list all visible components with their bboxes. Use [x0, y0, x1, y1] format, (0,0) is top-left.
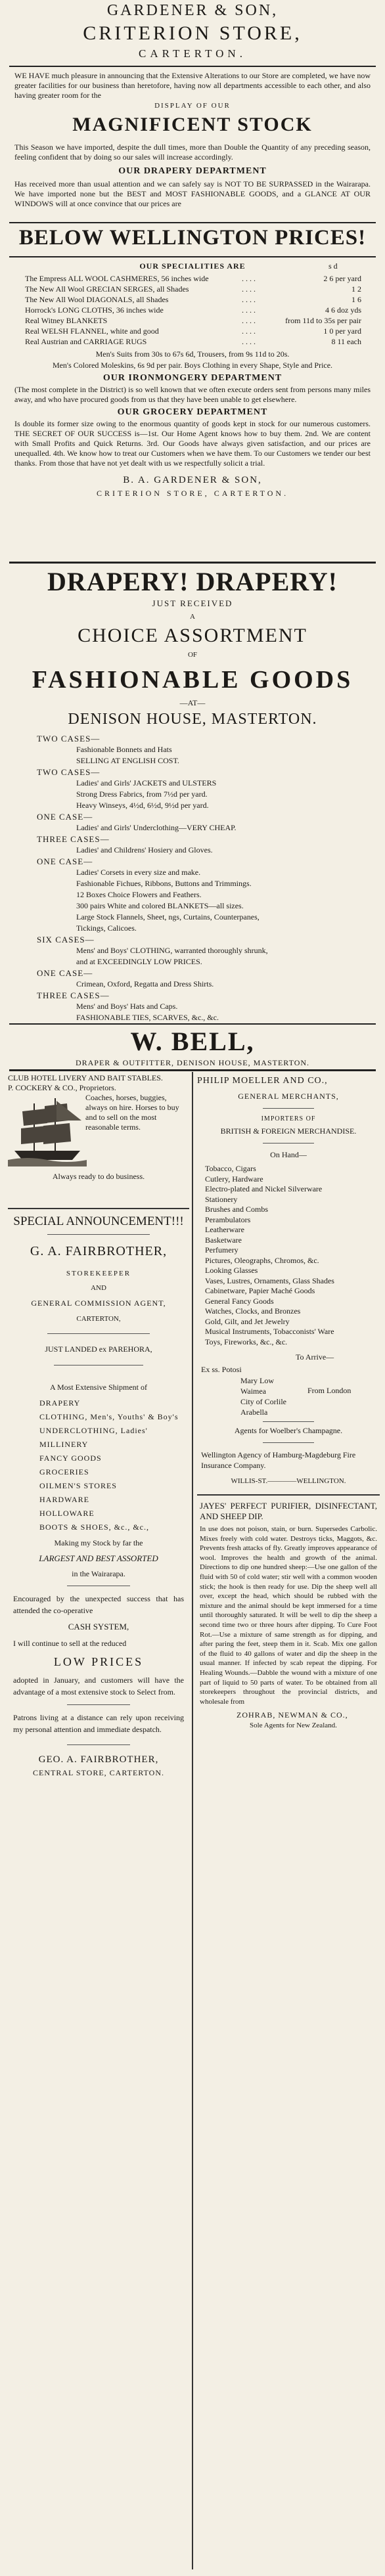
moeller-goods-item: Perambulators — [205, 1214, 251, 1224]
fair-storekeeper: STOREKEEPER — [66, 1270, 131, 1277]
speciality-item: Horrock's LONG CLOTHS, 36 inches wide . . . . 4 6 doz yds — [25, 305, 361, 315]
divider — [9, 222, 376, 223]
bell-case-line: and at EXCEEDINGLY LOW PRICES. — [76, 957, 202, 966]
moeller-agency: Wellington Agency of Hamburg-Magdeburg Fire Insurance Company. — [201, 1450, 356, 1470]
fair-landed: JUST LANDED ex PAREHORA, — [45, 1344, 152, 1354]
fair-wair: in the Wairarapa. — [72, 1569, 125, 1578]
fair-most: A Most Extensive Shipment of — [50, 1383, 147, 1392]
right-column — [197, 1073, 380, 1729]
speciality-price: 4 6 doz yds — [325, 305, 361, 315]
bell-case-line: SELLING AT ENGLISH COST. — [76, 756, 179, 765]
bell-case-line: Mens' and Boys' CLOTHING, warranted thoroughly shrunk, — [76, 946, 268, 955]
fair-town: CARTERTON, — [76, 1315, 121, 1323]
speciality-name: Horrock's LONG CLOTHS, 36 inches wide — [25, 305, 164, 315]
fair-cash: CASH SYSTEM, — [68, 1622, 129, 1632]
moeller-goods-item: Tobacco, Cigars — [205, 1164, 256, 1173]
bell-case-line: Ladies' Corsets in every size and make. — [76, 868, 201, 877]
bell-case-line: ONE CASE— — [37, 856, 93, 866]
speciality-price: 8 11 each — [331, 337, 361, 346]
grocery-dept-text: Is double its former size owing to the enormous quantity of goods kept in stock for our numerous customers. THE SECRET OF OUR SUCCESS is—1st. Our Home Agent knows how to buy them. 2nd. We are content with Small Profits and Quick Returns. 3rd. Our Goods have always given satisfaction, and our prices are unequalled. 4th. We know how to treat our Customers when we have them. To our Customers we tender our best thanks. From those that have not yet dealt with us we respectfully solicit a trial. — [14, 419, 371, 468]
bell-case-line: 300 pairs White and colored BLANKETS—all sizes. — [76, 901, 244, 910]
jaye-text: In use does not poison, stain, or burn. Supersedes Carbolic. Mixes freely with cold water. Destroys ticks, Maggots, &c. Prevents fresh attacks of fly. Greatly improves appearance of wool. Improves the health and growth of the animal. Directions to dip one hundred sheep:—Use one gallon of the fluid with 50 of cold water; stir well with a common wooden stick; the hook is then ready for use. Dip the sheep well all over, except the head, which should be rubbed with the mixture and the animal should be kept immersed for a time until thoroughly saturated. It will be well to dip the sheep a second time two or three hours after dipping. To Cure Foot Rot.—Use a mixture of same strength as for dipping, and after paring the feet, steep them in it. Scab. Mix one gallon of the fluid to 40 gallons of water and dip the sheep in the usual manner. If infected by scab repeat the dipping. For Healing Wounds.—Dabble the wound with a mixture of one part of liquid to 50 parts of water. To be obtained from all storekeepers throughout the provincial districts, and wholesale from — [200, 1525, 377, 1706]
fair-goods-item: HOLLOWARE — [39, 1509, 95, 1518]
bell-case-line: Heavy Winseys, 4½d, 6½d, 9½d per yard. — [76, 801, 209, 810]
speciality-item: Real Austrian and CARRIAGE RUGS . . . . 8 11 each — [25, 337, 361, 346]
divider — [9, 1069, 376, 1071]
divider — [8, 1208, 189, 1209]
divider — [9, 66, 376, 67]
bell-case-line: Fashionable Fichues, Ribbons, Buttons and Trimmings. — [76, 879, 252, 888]
fair-agent: GENERAL COMMISSION AGENT, — [31, 1299, 166, 1308]
moeller-goods-item: Perfumery — [205, 1245, 238, 1255]
speciality-price: 1 6 — [351, 295, 361, 304]
fair-goods-item: HARDWARE — [39, 1495, 89, 1504]
bell-case-line: THREE CASES— — [37, 834, 110, 844]
jaye-title: JAYES' PERFECT PURIFIER, DISINFECTANT, AND SHEEP DIP. — [200, 1501, 377, 1521]
moeller-name: PHILIP MOELLER AND CO., — [197, 1076, 328, 1086]
bell-case-line: SIX CASES— — [37, 935, 95, 944]
ship-name: Arabella — [240, 1408, 268, 1417]
club-proprietors: P. COCKERY & CO., Proprietors. — [8, 1083, 116, 1092]
gardener-town: CARTERTON. — [139, 47, 246, 60]
iron-dept-text: (The most complete in the District) is so well known that we often execute orders sent from persons many miles away, and who have procured goods from us that they have been unable to get elsewhere. — [14, 385, 371, 404]
gardener-intro: WE HAVE much pleasure in announcing that the Extensive Alterations to our Store are completed, we have now greater facilities for our business than heretofore, having now all departments accessible to each other, and also having greater room for the — [14, 71, 371, 100]
moeller-agents: Agents for Woelber's Champagne. — [234, 1426, 343, 1435]
gardener-sign2: CRITERION STORE, CARTERTON. — [96, 489, 289, 498]
bell-case-line: ONE CASE— — [37, 968, 93, 978]
speciality-item: The New All Wool DIAGONALS, all Shades . . . . 1 6 — [25, 295, 361, 304]
bell-name: W. BELL, — [130, 1027, 255, 1056]
speciality-price: 1 2 — [351, 284, 361, 294]
speciality-name: Real WELSH FLANNEL, white and good — [25, 326, 159, 336]
moeller-onhand: On Hand— — [270, 1150, 307, 1159]
jaye-sign: ZOHRAB, NEWMAN & CO., — [237, 1710, 348, 1720]
speciality-name: Real Witney BLANKETS — [25, 316, 108, 325]
moeller-goods-item: Stationery — [205, 1194, 238, 1204]
moeller-goods-item: Looking Glasses — [205, 1266, 258, 1275]
gardener-display: DISPLAY OF OUR — [154, 102, 231, 110]
moeller-goods-item: Electro-plated and Nickel Silverware — [205, 1184, 323, 1193]
jaye-sole: Sole Agents for New Zealand. — [250, 1721, 337, 1730]
fair-goods-item: UNDERCLOTHING, Ladies' — [39, 1426, 148, 1435]
fair-largest: LARGEST AND BEST ASSORTED — [39, 1553, 158, 1563]
bell-denison: DENISON HOUSE, MASTERTON. — [68, 711, 317, 728]
bell-case-line: TWO CASES— — [37, 734, 101, 744]
moeller-goods-list — [205, 1164, 380, 1347]
bell-choice: CHOICE ASSORTMENT — [78, 625, 307, 646]
club-text: Coaches, horses, buggies, always on hire. Horses to buy and to sell on the most reasonable terms. — [85, 1093, 179, 1132]
ship-name: Mary Low — [240, 1376, 274, 1385]
speciality-item: Real WELSH FLANNEL, white and good . . . . 1 0 per yard — [25, 326, 361, 336]
fair-goods-item: OILMEN'S STORES — [39, 1481, 117, 1490]
divider — [197, 1494, 380, 1496]
moeller-brit: BRITISH & FOREIGN MERCHANDISE. — [220, 1126, 357, 1136]
moleskins: Men's Colored Moleskins, 6s 9d per pair. Boys Clothing in every Shape, Style and Price. — [52, 361, 333, 370]
bell-case-line: Ladies' and Girls' Underclothing—VERY CHEAP. — [76, 823, 237, 832]
bell-case-line: THREE CASES— — [37, 990, 110, 1000]
bell-case-line: FASHIONABLE TIES, SCARVES, &c., &c. — [76, 1013, 219, 1022]
bell-at: —AT— — [179, 698, 206, 707]
moeller-goods-item: Musical Instruments, Tobacconists' Ware — [205, 1327, 334, 1336]
speciality-item: The Empress ALL WOOL CASHMERES, 56 inches wide . . . . 2 6 per yard — [25, 274, 361, 283]
fair-and: AND — [91, 1284, 106, 1292]
bell-case-line: TWO CASES— — [37, 767, 101, 777]
moeller-goods-item: Watches, Clocks, and Bronzes — [205, 1306, 301, 1316]
bell-ad — [0, 566, 385, 728]
gardener-name: GARDENER & SON, — [106, 2, 279, 19]
moeller-goods-item: Vases, Lustres, Ornaments, Glass Shades — [205, 1276, 334, 1285]
fair-enc: Encouraged by the unexpected success that has attended the co-operative — [13, 1594, 184, 1615]
fair-cont: I will continue to sell at the reduced — [13, 1639, 127, 1648]
moeller-ships — [197, 1365, 380, 1417]
left-column — [8, 1073, 189, 1778]
moeller-goods-item: General Fancy Goods — [205, 1296, 274, 1306]
bell-of: OF — [187, 651, 198, 659]
fair-sign: GEO. A. FAIRBROTHER, — [38, 1754, 159, 1765]
moeller-from: From London — [307, 1386, 351, 1395]
column-divider — [192, 1072, 193, 2569]
bell-draper: DRAPER & OUTFITTER, DENISON HOUSE, MASTERTON. — [75, 1058, 310, 1067]
below-wellington-banner: BELOW WELLINGTON PRICES! — [18, 226, 367, 250]
sd-heading: s d — [328, 261, 338, 271]
moeller-goods-item: Brushes and Combs — [205, 1205, 268, 1214]
moeller-goods-item: Pictures, Oleographs, Chromos, &c. — [205, 1255, 319, 1265]
bell-case-line: Fashionable Bonnets and Hats — [76, 745, 172, 754]
grocery-dept-heading: OUR GROCERY DEPARTMENT — [117, 407, 268, 417]
moeller-arrive: To Arrive— — [296, 1352, 334, 1362]
moeller-gm: GENERAL MERCHANTS, — [238, 1092, 339, 1101]
speciality-name: Real Austrian and CARRIAGE RUGS — [25, 337, 147, 346]
fair-goods-item: BOOTS & SHOES, &c., &c., — [39, 1522, 150, 1532]
bell-case-line: Crimean, Oxford, Regatta and Dress Shirts. — [76, 979, 214, 988]
speciality-price: 1 0 per yard — [323, 326, 361, 336]
fair-goods-item: DRAPERY — [39, 1398, 81, 1408]
speciality-name: The New All Wool DIAGONALS, all Shades — [25, 295, 169, 304]
moeller-ex: Ex ss. Potosi — [201, 1365, 242, 1374]
bell-case-line: Ladies' and Childrens' Hosiery and Gloves. — [76, 845, 213, 855]
fair-low: LOW PRICES — [53, 1655, 144, 1668]
ship-name: City of Corlile — [240, 1397, 286, 1406]
speciality-item: Real Witney BLANKETS . . . . from 11d to 35s per pair — [25, 316, 361, 325]
mens-suits: Men's Suits from 30s to 67s 6d, Trousers, from 9s 11d to 20s. — [95, 349, 290, 359]
speciality-name: The New All Wool GRECIAN SERGES, all Shades — [25, 284, 189, 294]
specialities-heading: OUR SPECIALITIES ARE — [139, 261, 246, 271]
fair-goods-item: CLOTHING, Men's, Youths' & Boy's — [39, 1412, 179, 1421]
fair-sign2: CENTRAL STORE, CARTERTON. — [32, 1768, 164, 1777]
speciality-price: from 11d to 35s per pair — [285, 316, 361, 325]
moeller-goods-item: Cabinetware, Papier Maché Goods — [205, 1286, 315, 1295]
speciality-price: 2 6 per yard — [323, 274, 361, 283]
iron-dept-heading: OUR IRONMONGERY DEPARTMENT — [102, 373, 283, 383]
moeller-goods-item: Toys, Fireworks, &c., &c. — [205, 1337, 288, 1346]
club-title: CLUB HOTEL LIVERY AND BAIT STABLES. — [8, 1073, 163, 1082]
moeller-goods-item: Leatherware — [205, 1225, 244, 1234]
bell-case-line: Strong Dress Fabrics, from 7½d per yard. — [76, 789, 208, 799]
fair-goods-item: GROCERIES — [39, 1467, 89, 1477]
fair-special: SPECIAL ANNOUNCEMENT!!! — [13, 1214, 184, 1228]
specialities-list — [25, 273, 367, 347]
speciality-item: The New All Wool GRECIAN SERGES, all Shades . . . . 1 2 — [25, 284, 361, 294]
bell-case-line: Ladies' and Girls' JACKETS and ULSTERS — [76, 778, 217, 788]
bell-case-line: ONE CASE— — [37, 812, 93, 822]
moeller-imp: IMPORTERS OF — [261, 1115, 316, 1122]
gardener-magnificent: MAGNIFICENT STOCK — [72, 114, 313, 135]
gardener-ad — [0, 3, 385, 60]
bell-case-line: Tickings, Calicoes. — [76, 923, 137, 933]
moeller-willis: WILLIS-ST.————WELLINGTON. — [231, 1477, 346, 1485]
fair-goods-item: MILLINERY — [39, 1440, 89, 1449]
gardener-store: CRITERION STORE, — [83, 22, 302, 44]
bell-fashionable: FASHIONABLE GOODS — [32, 666, 353, 694]
moeller-goods-item: Basketware — [205, 1235, 242, 1245]
ship-icon — [8, 1094, 87, 1166]
fair-goods-list — [39, 1396, 189, 1534]
bell-case-line: Large Stock Flannels, Sheet, ngs, Curtains, Counterpanes, — [76, 912, 260, 922]
drapery-dept-heading: OUR DRAPERY DEPARTMENT — [118, 166, 267, 176]
divider — [9, 256, 376, 257]
fair-adopted: adopted in January, and customers will have the advantage of a most extensive stock to Select from. — [13, 1676, 184, 1697]
divider — [9, 1023, 376, 1025]
bell-drapery: DRAPERY! DRAPERY! — [47, 567, 338, 596]
moeller-goods-item: Cutlery, Hardware — [205, 1174, 263, 1184]
fair-patrons: Patrons living at a distance can rely upon receiving my personal attention and immediate despatch. — [13, 1713, 184, 1734]
moeller-goods-item: Gold, Gilt, and Jet Jewelry — [205, 1316, 290, 1326]
bell-cases — [37, 733, 365, 1023]
club-always: Always ready to do business. — [52, 1172, 145, 1181]
ship-name: Waimea — [240, 1387, 267, 1396]
bell-just: JUST RECEIVED — [152, 598, 233, 608]
speciality-name: The Empress ALL WOOL CASHMERES, 56 inches wide — [25, 274, 209, 283]
divider — [9, 562, 376, 564]
fair-making: Making my Stock by far the — [54, 1538, 143, 1547]
fair-goods-item: FANCY GOODS — [39, 1454, 102, 1463]
bell-case-line: 12 Boxes Choice Flowers and Feathers. — [76, 890, 202, 899]
gardener-season: This Season we have imported, despite the dull times, more than Double the Quantity of any preceding season, feeling confident that by doing so our sales will increase accordingly. — [14, 143, 371, 162]
fair-name: G. A. FAIRBROTHER, — [30, 1244, 168, 1258]
drapery-dept-text: Has received more than usual attention and we can safely say is NOT TO BE SURPASSED in the Wairarapa. We have imported none but the BEST and MOST FASHIONABLE GOODS, and a GLANCE AT OUR WINDOWS will at once convince that our prices are — [14, 179, 371, 208]
gardener-sign: B. A. GARDENER & SON, — [123, 475, 262, 485]
bell-case-line: Mens' and Boys' Hats and Caps. — [76, 1002, 178, 1011]
bell-a: A — [190, 613, 195, 621]
